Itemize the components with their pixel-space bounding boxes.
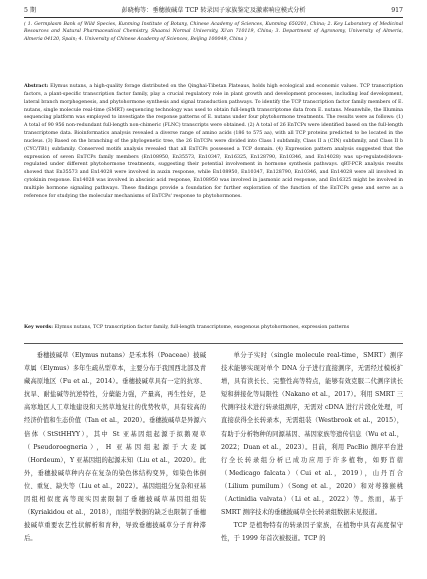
page-number: 917 (391, 7, 403, 14)
keywords-text: Elymus nutans, TCP transcription factor family, full-length transcriptome, exogenous phytohormones, expression patterns (54, 325, 350, 330)
body-paragraph: 垂穗披碱草（Elymus nutans）是禾本科（Poaceae）披碱草属（Elymus）多年生疏丛型草本，主要分布于我国西北部及青藏高原地区（Fu et al.，2014）。垂穗披碱草具有一定的抗寒、抗旱、耐盐碱等抗逆特性，分蘖能力强，产量高，再生性好，是高寒地区人工草地建设和天然草地复壮的优势牧草，具有较高的经济价值和生态价值（Tan et al.，2020）。垂穗披碱草是异源六倍体（StStHHYY），其中 St 亚基因组起源于拟鹅观草（Pseudoroegneria），H 亚基因组起源于大麦属（Hordeum），Y 亚基因组的起源未知（Liu et al.，2020）。此外，垂穗披碱草种内存在复杂的染色体结构变异，如染色体倒位、重复、缺失等（Liu et al.，2022）。基因组组分复杂和亚基因组相似度高等现实因素限制了垂穗披碱草基因组组装（Kyriakidou et al.，2018），而组学数据的缺乏也限制了垂穗披碱草重要农艺性状解析和育种，导致垂穗披碱草分子育种滞后。 (24, 352, 206, 543)
abstract (24, 83, 403, 201)
affiliations: ( 1. Germplasm Bank of Wild Species, Kunming Institute of Botany, Chinese Academy of Sciences, Kunming 650201, China; 2. Key Laboratory of Medicinal Resources and Natural Pharmaceutical Chemistry, Shaanxi Normal University, Xi'an 710119, China; 3. Department of Agronomy, University of Almeria, Almeria 04120, Spain; 4. University of Chinese Academy of Sciences, Beijing 100049, China ) (24, 22, 403, 42)
keywords-label: Key words: (24, 325, 53, 330)
section-divider (24, 343, 403, 344)
keywords (24, 324, 403, 332)
body-column-left (24, 349, 206, 545)
body-column-right (221, 349, 403, 545)
running-header (24, 5, 403, 17)
abstract-text: Elymus nutans, a high-quality forage distributed on the Qinghai-Tibetan Plateaus, holds high ecological and economic values. TCP transcription factors, a plant-specific transcription factor family, play a crucial regulatory role in plant growth and development processes, including leaf development, lateral branch morphogenesis, and phytohormone synthesis and signal transduction pathways. To identify the TCP transcription factor family members of E. nutans, single molecule real-time (SMRT) sequencing technology was used to obtain full-length transcriptome data from E. nutans. Meanwhile, the Illumina sequencing platform was employed to investigate the response patterns of E. nutans under four phytohormone treatments. The results were as follows: (1) A total of 90 956 non-redundant full-length non-chimeric (FLNC) transcripts were obtained. (2) A total of 26 EnTCPs were identified based on the full-length transcriptome data. Bioinformatics analysis revealed a diverse range of amino acids (186 to 575 aa), with all TCP proteins predicted to be located in the nucleus. (3) Based on the branching of the phylogenetic tree, the 26 EnTCPs were divided into Class I subfamily, Class II a (CIN) subfamily, and Class II b (CYC/TB1) subfamily. Conserved motifs analysis revealed that all EnTCPs possessed a TCP domain. (4) Expression pattern analysis suggested that the expression of seven EnTCPs family members (En108950, En35573, En10347, En16325, En128790, En10346, and En14028) was up-regulated/down-regulated under different phytohormone treatments, suggesting their potential involvement in hormone synthesis pathways. qRT-PCR analysis results showed that En35573 and En14028 were involved in auxin response, while En108950, En10347, En128790, En10346, and En14028 were all involved in cytokinin response. En14028 was involved in abscisic acid response, En108950 was involved in jasmonic acid response, and En16325 might be involved in multiple hormone signaling pathways. These findings provide a foundation for further exploration of the function of the EnTCPs gene and serve as a reference for studying the molecular mechanisms of EnTCPs' response to phytohormones. (24, 84, 404, 199)
abstract-label: Abstract: (24, 84, 49, 89)
header-rule (24, 17, 403, 18)
body-paragraph: 单分子实时（single molecule real-time，SMRT）测序技术能够实现对单个 DNA 分子进行直接测序，无需经过模板扩增，具有读长长、完整性高等特点，能够有效克服二代测序读长短和拼接化等局限性（Nakano et al.，2017）。利用 SMRT 三代测序技术进行转录组测序，无需对 cDNA 进行片段化处理，可直接获得全长转录本，无需组装（Westbrook et al.，2015），有助于分析物种的同源基因、基因家族等遗传信息（Wu et al.，2022；Duan et al.，2023）。目前，利用 PacBio 测序平台进行全长转录组分析已成功应用于许多植物，如野苜蓿（Medicago falcata）（Cui et al.，2019），山丹百合（Lilium pumilum）（Song et al.，2020）和对萼猕猴桃（Actinidia valvata）（Li et al.，2022）等。然而，基于 SMRT 测序技术的垂穗披碱草全长转录组数据未见报道。 (221, 352, 403, 517)
running-title: 彭晓梅等：垂穗披碱草 TCP 转录因子家族鉴定及激素响应模式分析 (121, 7, 306, 14)
issue-number: 5 期 (24, 7, 37, 14)
body-paragraph: TCP 是植物特有的转录因子家族，在植物中具有高度保守性，于 1999 年首次被报道。TCP 的 (221, 522, 403, 543)
